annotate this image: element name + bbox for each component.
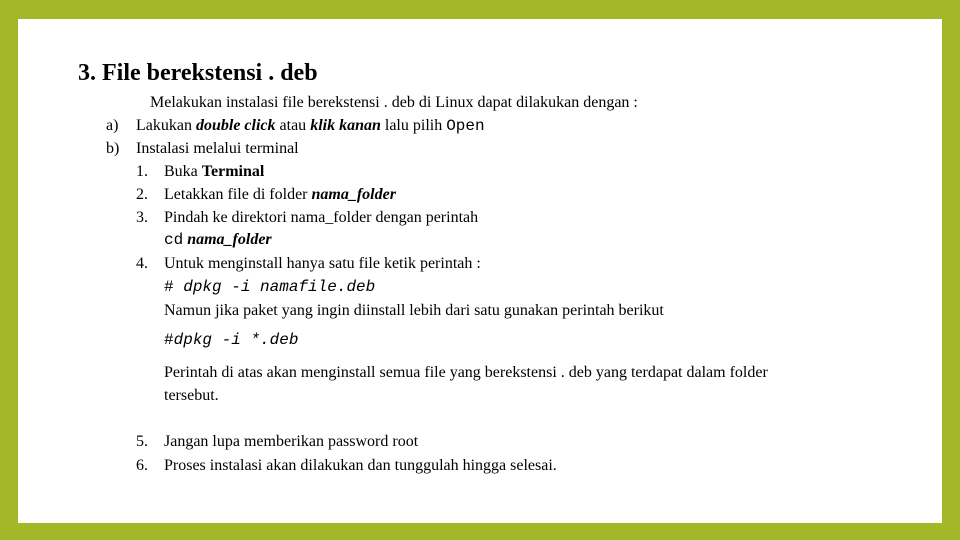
step-3-em: nama_folder: [187, 231, 272, 248]
item-b-marker: b): [106, 140, 120, 157]
step-4-number: 4.: [136, 255, 148, 272]
step-4-command-1-hash: #: [164, 278, 174, 296]
step-4-note: Namun jika paket yang ingin diinstall lebih dari satu gunakan perintah berikut: [164, 302, 664, 319]
step-6-number: 6.: [136, 457, 148, 474]
step-3-code: cd: [164, 231, 184, 249]
step-4-description-line-1: Perintah di atas akan menginstall semua file yang berekstensi . deb yang terdapat dalam folder: [164, 364, 768, 381]
step-2-label: Letakkan file di folder: [164, 186, 312, 203]
step-2-number: 2.: [136, 186, 148, 203]
item-a-text: [136, 116, 485, 136]
step-2-text: [164, 185, 396, 205]
item-a-text1: Lakukan: [136, 117, 196, 134]
step-4-command-1: [164, 277, 375, 297]
step-3-command: [164, 230, 272, 250]
step-1-label: Buka: [164, 163, 202, 180]
item-a-code: Open: [446, 117, 485, 135]
intro-text: Melakukan instalasi file berekstensi . deb di Linux dapat dilakukan dengan :: [150, 94, 638, 111]
step-4-text: Untuk menginstall hanya satu file ketik perintah :: [164, 255, 481, 272]
step-4-description-line-2: tersebut.: [164, 387, 219, 404]
slide-title: 3. File berekstensi . deb: [78, 60, 318, 86]
item-a-text2: atau: [275, 117, 311, 134]
step-4-command-2-hash: #: [164, 331, 174, 349]
step-1-number: 1.: [136, 163, 148, 180]
step-3-number: 3.: [136, 209, 148, 226]
item-a-em1: double click: [195, 117, 276, 134]
step-3-text: Pindah ke direktori nama_folder dengan perintah: [164, 209, 479, 226]
item-a-em2: klik kanan: [310, 117, 381, 134]
item-a-text3: lalu pilih: [380, 117, 447, 134]
step-5-text: Jangan lupa memberikan password root: [164, 433, 419, 450]
slide: [18, 19, 942, 523]
item-b-text: Instalasi melalui terminal: [136, 140, 299, 157]
step-1-bold: Terminal: [201, 163, 265, 180]
item-a-marker: a): [106, 117, 119, 134]
step-6-text: Proses instalasi akan dilakukan dan tunggulah hingga selesai.: [164, 457, 557, 474]
step-1-text: [164, 162, 264, 182]
step-5-number: 5.: [136, 433, 148, 450]
step-4-command-1-text: dpkg -i namafile.deb: [183, 278, 376, 296]
step-4-command-2: [164, 330, 298, 350]
step-4-command-2-text: dpkg -i *.deb: [173, 331, 299, 349]
step-2-em: nama_folder: [311, 186, 396, 203]
